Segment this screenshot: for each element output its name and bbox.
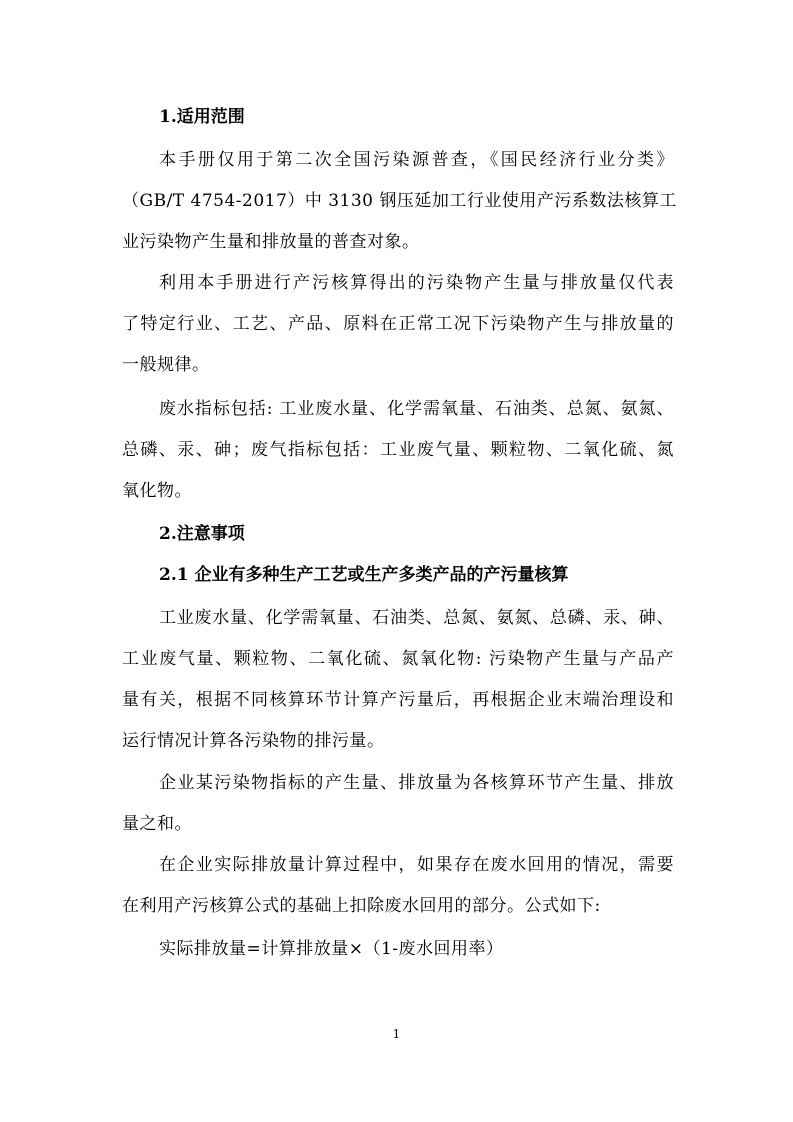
- formula-line: 实际排放量=计算排放量×（1-废水回用率）: [159, 939, 504, 959]
- section-2-para-2-line-2: 量之和。: [122, 814, 192, 834]
- section-2-subheading: 2.1 企业有多种生产工艺或生产多类产品的产污量核算: [159, 565, 569, 585]
- section-1-para-1-line-3: 业污染物产生量和排放量的普查对象。: [122, 232, 420, 252]
- section-2-heading: 2.注意事项: [159, 524, 245, 544]
- section-2-para-1-line-4: 运行情况计算各污染物的排污量。: [122, 731, 385, 751]
- section-2-para-3-line-1: 在企业实际排放量计算过程中，如果存在废水回用的情况，需要: [159, 855, 674, 875]
- section-1-para-3-line-3: 氧化物。: [122, 481, 192, 501]
- section-1-para-3-line-2: 总磷、汞、砷；废气指标包括：工业废气量、颗粒物、二氧化硫、氮: [122, 440, 674, 460]
- section-1-heading: 1.适用范围: [159, 107, 245, 127]
- section-2-para-1-line-3: 量有关，根据不同核算环节计算产污量后，再根据企业末端治理设和: [122, 690, 674, 710]
- section-1-para-1-line-1: 本手册仅用于第二次全国污染源普查，《国民经济行业分类》: [159, 150, 674, 170]
- section-2-para-1-line-1: 工业废水量、化学需氧量、石油类、总氮、氨氮、总磷、汞、砷、: [159, 608, 674, 628]
- section-1-para-2-line-1: 利用本手册进行产污核算得出的污染物产生量与排放量仅代表: [159, 273, 674, 293]
- section-2-para-3-line-2: 在利用产污核算公式的基础上扣除废水回用的部分。公式如下:: [122, 896, 601, 916]
- section-1-para-1-line-2: （GB/T 4754-2017）中 3130 钢压延加工行业使用产污系数法核算工: [122, 191, 677, 211]
- section-2-para-2-line-1: 企业某污染物指标的产生量、排放量为各核算环节产生量、排放: [159, 773, 674, 793]
- section-1-para-2-line-2: 了特定行业、工艺、产品、原料在正常工况下污染物产生与排放量的: [122, 314, 674, 334]
- section-1-para-2-line-3: 一般规律。: [122, 355, 210, 375]
- page-number: 1: [392, 1027, 401, 1041]
- section-1-para-3-line-1: 废水指标包括: 工业废水量、化学需氧量、石油类、总氮、氨氮、: [159, 399, 674, 419]
- section-2-para-1-line-2: 工业废气量、颗粒物、二氧化硫、氮氧化物: 污染物产生量与产品产: [122, 649, 674, 669]
